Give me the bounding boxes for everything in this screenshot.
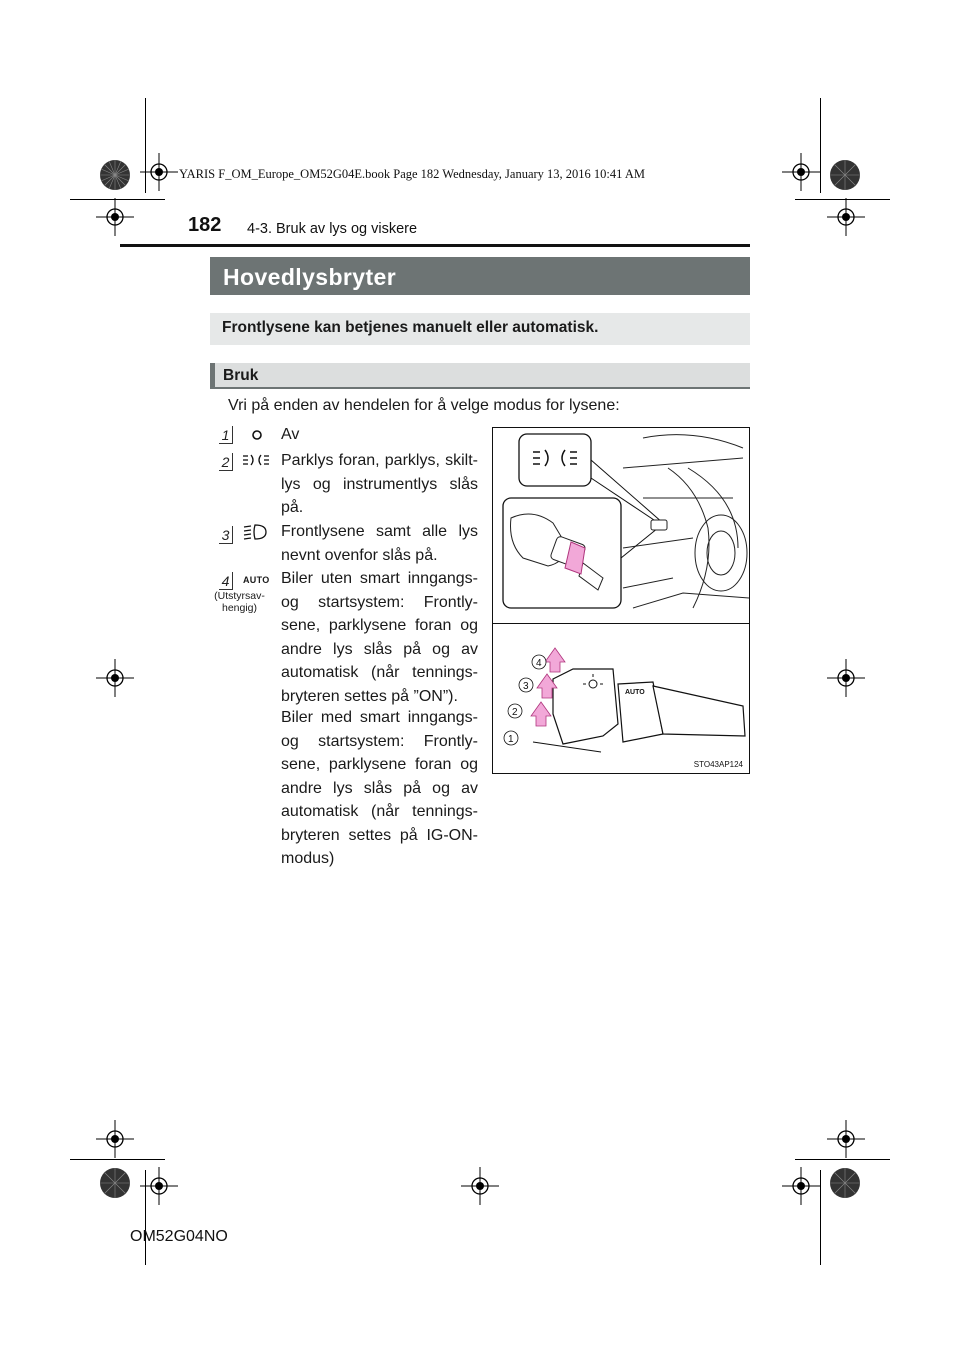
document-code: OM52G04NO [130,1228,228,1245]
crosshair-registration-icon [96,1120,134,1158]
crosshair-registration-icon [96,659,134,697]
section-title: 4-3. Bruk av lys og viskere [247,221,418,237]
sunburst-registration-icon [99,1167,131,1199]
callout-1: 1 [508,734,514,745]
crosshair-registration-icon [782,153,820,191]
header-divider [120,244,750,247]
instruction-text: Vri på enden av hendelen for å velge modus for lysene: [228,397,620,414]
lever-drawing [493,624,749,774]
subsection-title: Bruk [210,363,750,389]
print-info: YARIS F_OM_Europe_OM52G04E.book Page 182 Wednesday, January 13, 2016 10:41 AM [179,167,645,181]
item-text: Parklys foran, parklys, skilt-lys og instrumentlys slås på. [281,452,478,516]
intro-text: Frontlysene kan betjenes manuelt eller automatisk. [210,313,750,345]
crop-mark [820,1170,821,1265]
crosshair-registration-icon [96,198,134,236]
item-text: Av [281,426,300,443]
crop-mark [795,1159,890,1160]
item-number: 1 [219,426,233,444]
callout-3: 3 [523,681,529,692]
sunburst-registration-icon [99,159,131,191]
page-number: 182 [188,214,222,236]
item-text: Frontlysene samt alle lys nevnt ovenfor slås på. [281,523,478,564]
callout-2: 2 [512,707,518,718]
auto-icon: AUTO [243,575,270,585]
equipment-note: (Utstyrsav-hengig) [214,590,265,614]
illustration-code: STO43AP124 [693,760,743,769]
main-title: Hovedlysbryter [210,257,750,295]
dashboard-drawing [493,428,749,623]
item-number: 4 [219,572,233,590]
crosshair-registration-icon [461,1167,499,1205]
crosshair-registration-icon [827,659,865,697]
auto-switch-label: AUTO [625,689,645,696]
item-text: Biler uten smart inngangs- og startsystem: Frontly-sene, parklysene foran og andre lys slås på og av automatisk (når tennings-bryteren settes på ”ON”). [281,570,478,705]
crop-mark [70,1159,165,1160]
parking-lights-icon [242,452,270,468]
item-number: 2 [219,453,233,471]
headlight-icon [243,523,267,541]
headlight-switch-illustration [492,427,750,774]
crosshair-registration-icon [782,1167,820,1205]
crop-mark [820,98,821,193]
callout-4: 4 [536,658,542,669]
crosshair-registration-icon [827,198,865,236]
sunburst-registration-icon [829,159,861,191]
sunburst-registration-icon [829,1167,861,1199]
crosshair-registration-icon [140,153,178,191]
item-text-secondary: Biler med smart inngangs- og startsystem: Frontly-sene, parklysene foran og andre lys slås på og av automatisk (når tennings-bryteren settes på IG-ON-modus) [281,709,478,867]
crosshair-registration-icon [827,1120,865,1158]
crosshair-registration-icon [140,1167,178,1205]
item-number: 3 [219,526,233,544]
off-circle-icon [250,428,264,442]
